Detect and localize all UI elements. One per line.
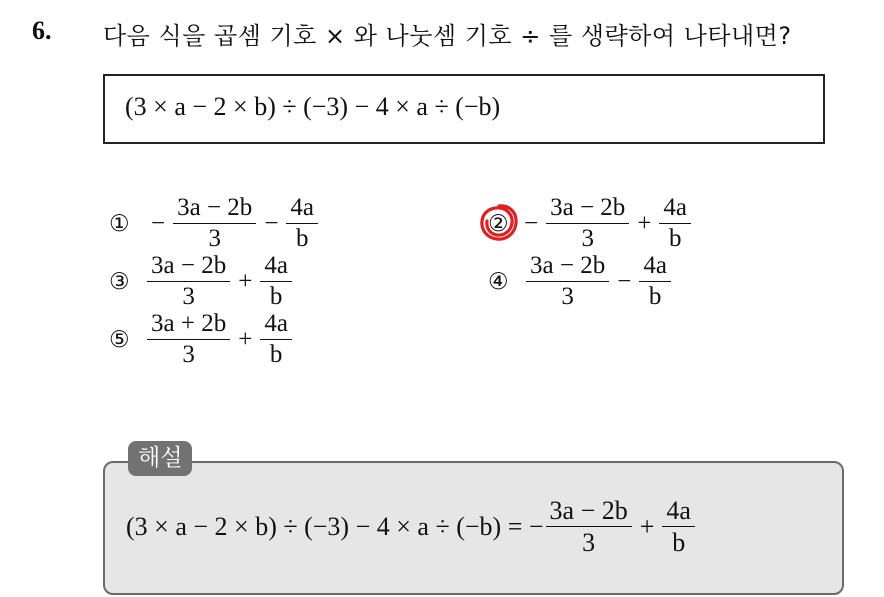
denominator: 3: [582, 528, 596, 558]
solution-fraction-2: [662, 497, 695, 557]
option-leading-sign: −: [151, 209, 166, 237]
numerator: 3a − 2b: [546, 195, 629, 224]
operator: −: [264, 209, 279, 237]
denominator: 3: [581, 225, 594, 253]
denominator: 3: [208, 225, 221, 253]
fraction-1: [173, 195, 256, 253]
numerator: 3a − 2b: [526, 253, 609, 282]
operator: +: [238, 325, 253, 353]
option-3[interactable]: [109, 253, 294, 311]
denominator: b: [269, 341, 283, 369]
operator: +: [238, 267, 253, 295]
denominator: b: [295, 225, 309, 253]
numerator: 3a + 2b: [147, 311, 230, 340]
solution-label: 해설: [128, 441, 192, 476]
denominator: b: [672, 528, 686, 558]
fraction-2: [286, 195, 318, 253]
denominator: b: [648, 283, 662, 311]
option-leading-sign: −: [524, 209, 539, 237]
solution-fraction-1: [546, 497, 632, 557]
fraction-2: [260, 311, 292, 369]
numerator: 3a − 2b: [546, 497, 632, 527]
denominator: 3: [182, 341, 195, 369]
solution-lhs: (3 × a − 2 × b) ÷ (−3) − 4 × a ÷ (−b) = −: [126, 511, 544, 541]
answer-circle-mark: [477, 201, 521, 245]
expression-box: [103, 74, 825, 144]
option-number: ②: [488, 210, 509, 237]
numerator: 3a − 2b: [173, 195, 256, 224]
numerator: 4a: [260, 253, 292, 282]
numerator: 4a: [286, 195, 318, 224]
denominator: b: [668, 225, 682, 253]
question-text: 다음 식을 곱셈 기호 × 와 나눗셈 기호 ÷ 를 생략하여 나타내면?: [103, 22, 792, 50]
fraction-2: [639, 253, 671, 311]
fraction-1: [546, 195, 629, 253]
option-number: ③: [109, 268, 130, 295]
numerator: 3a − 2b: [147, 253, 230, 282]
operator: +: [637, 209, 652, 237]
fraction-1: [147, 311, 230, 369]
fraction-2: [659, 195, 691, 253]
option-number: ④: [488, 268, 509, 295]
fraction-1: [147, 253, 230, 311]
denominator: 3: [182, 283, 195, 311]
given-expression: (3 × a − 2 × b) ÷ (−3) − 4 × a ÷ (−b): [125, 92, 501, 121]
fraction-1: [526, 253, 609, 311]
numerator: 4a: [659, 195, 691, 224]
numerator: 4a: [260, 311, 292, 340]
option-number: ⑤: [109, 326, 130, 353]
option-number: ①: [109, 210, 130, 237]
numerator: 4a: [662, 497, 695, 527]
denominator: b: [269, 283, 283, 311]
solution-expression: [126, 497, 697, 557]
solution-operator: +: [639, 511, 655, 541]
option-4[interactable]: [488, 253, 673, 311]
option-1[interactable]: [109, 195, 320, 253]
denominator: 3: [561, 283, 574, 311]
option-5[interactable]: [109, 311, 294, 369]
question-number: 6.: [32, 16, 52, 45]
operator: −: [617, 267, 632, 295]
fraction-2: [260, 253, 292, 311]
numerator: 4a: [639, 253, 671, 282]
